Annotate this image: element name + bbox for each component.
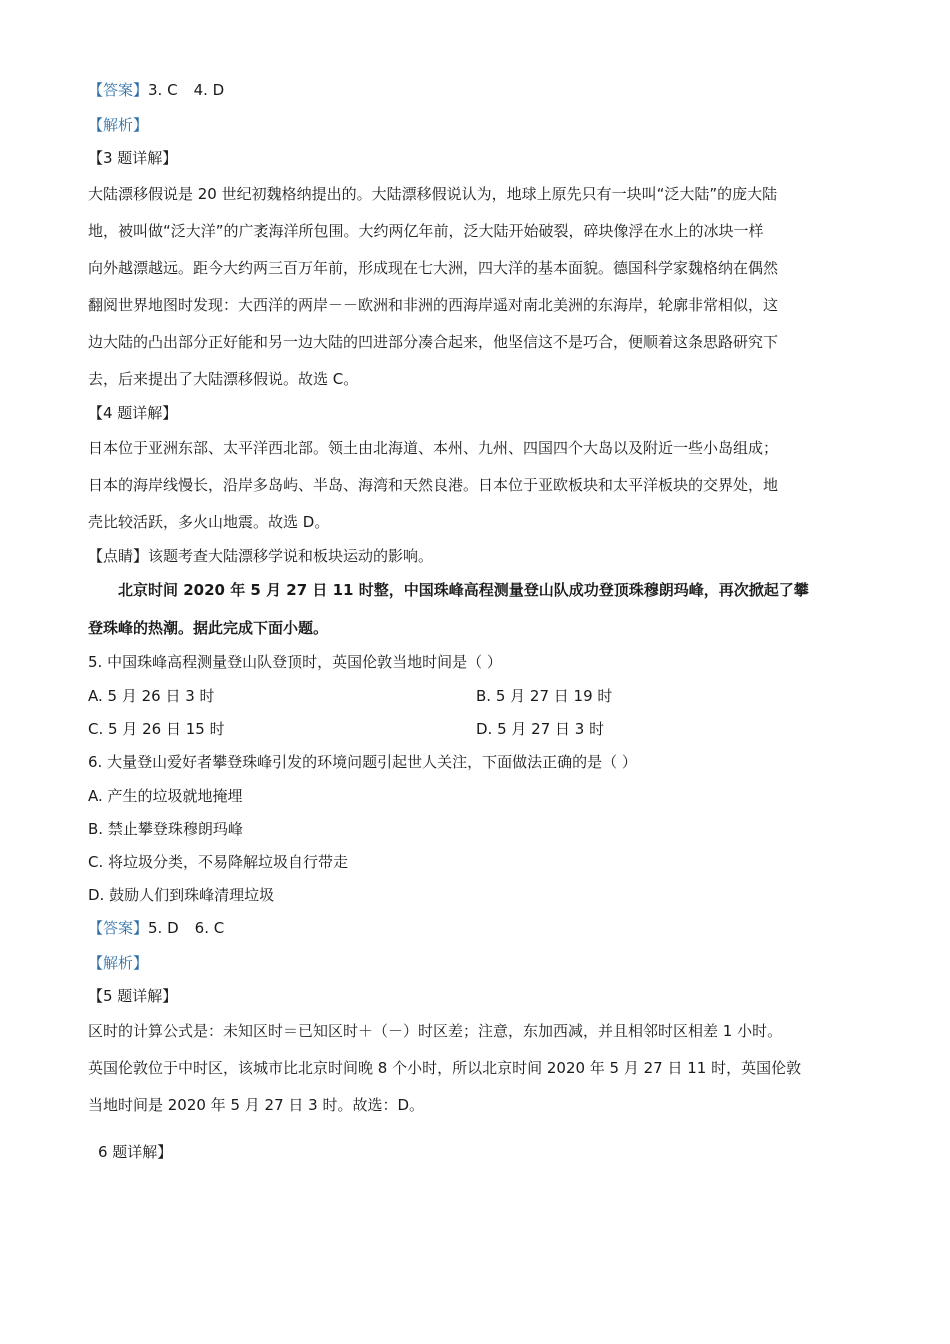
q6-option-b: B. 禁止攀登珠穆朗玛峰 <box>88 820 243 838</box>
q3-text-line: 去，后来提出了大陆漂移假说。故选 C。 <box>88 370 359 388</box>
q3-text-line: 边大陆的凸出部分正好能和另一边大陆的凹进部分凑合起来，他坚信这不是巧合，便顺着这条思路研究下 <box>88 333 779 351</box>
answer-5: 5. D <box>148 919 179 937</box>
q4-text-line: 日本位于亚洲东部、太平洋西北部。领土由北海道、本州、九州、四国四个大岛以及附近一些小岛组成； <box>88 439 779 457</box>
answer-6: 6. C <box>194 919 225 937</box>
q5-option-d: D. 5 月 27 日 3 时 <box>476 720 605 738</box>
q5-option-c: C. 5 月 26 日 15 时 <box>88 720 225 738</box>
answer-tag: 【答案】 <box>88 81 149 99</box>
q5-options-row-1 <box>88 686 878 706</box>
q3-text-line: 地，被叫做“泛大洋”的广袤海洋所包围。大约两亿年前，泛大陆开始破裂，碎块像浮在水上的冰块一样 <box>88 222 764 240</box>
q3-detail-header: 【3 题详解】 <box>88 149 178 167</box>
q3-text-line: 翻阅世界地图时发现：大西洋的两岸－－欧洲和非洲的西海岸遥对南北美洲的东海岸，轮廓非常相似，这 <box>88 296 779 314</box>
q4-text-line: 日本的海岸线慢长，沿岸多岛屿、半岛、海湾和天然良港。日本位于亚欧板块和太平洋板块的交界处，地 <box>88 476 779 494</box>
q5-text-line: 英国伦敦位于中时区，该城市比北京时间晚 8 个小时，所以北京时间 2020 年 5 月 27 日 11 时，英国伦敦 <box>88 1059 802 1077</box>
q4-text-line: 壳比较活跃，多火山地震。故选 D。 <box>88 513 330 531</box>
q5-detail-header: 【5 题详解】 <box>88 987 178 1005</box>
answer-line-1 <box>88 80 878 100</box>
q3-text-line: 向外越漂越远。距今大约两三百万年前，形成现在七大洲，四大洋的基本面貌。德国科学家魏格纳在偶然 <box>88 259 779 277</box>
answer-3: 3. C <box>148 81 178 99</box>
q4-detail-header: 【4 题详解】 <box>88 404 178 422</box>
answer-4: 4. D <box>193 81 225 99</box>
analysis-label-1: 【解析】 <box>88 116 149 134</box>
intro-line: 北京时间 2020 年 5 月 27 日 11 时整，中国珠峰高程测量登山队成功登顶珠穆朗玛峰，再次掀起了攀 <box>118 581 809 599</box>
q5-options-row-2 <box>88 719 878 739</box>
q6-detail-header: 6 题详解】 <box>98 1143 173 1161</box>
q5-text-line: 区时的计算公式是：未知区时＝已知区时＋（－）时区差；注意，东加西减，并且相邻时区相差 1 小时。 <box>88 1022 783 1040</box>
point-note: 【点睛】该题考查大陆漂移学说和板块运动的影响。 <box>88 547 434 565</box>
q5-text-line: 当地时间是 2020 年 5 月 27 日 3 时。故选：D。 <box>88 1096 425 1114</box>
q6-option-a: A. 产生的垃圾就地掩埋 <box>88 787 243 805</box>
intro-line: 登珠峰的热潮。据此完成下面小题。 <box>88 619 329 637</box>
q6-option-c: C. 将垃圾分类，不易降解垃圾自行带走 <box>88 853 349 871</box>
q6-option-d: D. 鼓励人们到珠峰清理垃圾 <box>88 886 275 904</box>
analysis-label-2: 【解析】 <box>88 954 149 972</box>
answer-line-2 <box>88 918 878 938</box>
q5-stem: 5. 中国珠峰高程测量登山队登顶时，英国伦敦当地时间是（ ） <box>88 653 502 671</box>
q6-stem: 6. 大量登山爱好者攀登珠峰引发的环境问题引起世人关注，下面做法正确的是（ ） <box>88 753 637 771</box>
q3-text-line: 大陆漂移假说是 20 世纪初魏格纳提出的。大陆漂移假说认为，地球上原先只有一块叫“泛大陆”的庞大陆 <box>88 185 778 203</box>
q5-option-a: A. 5 月 26 日 3 时 <box>88 687 215 705</box>
q5-option-b: B. 5 月 27 日 19 时 <box>476 687 613 705</box>
answer-tag: 【答案】 <box>88 919 149 937</box>
